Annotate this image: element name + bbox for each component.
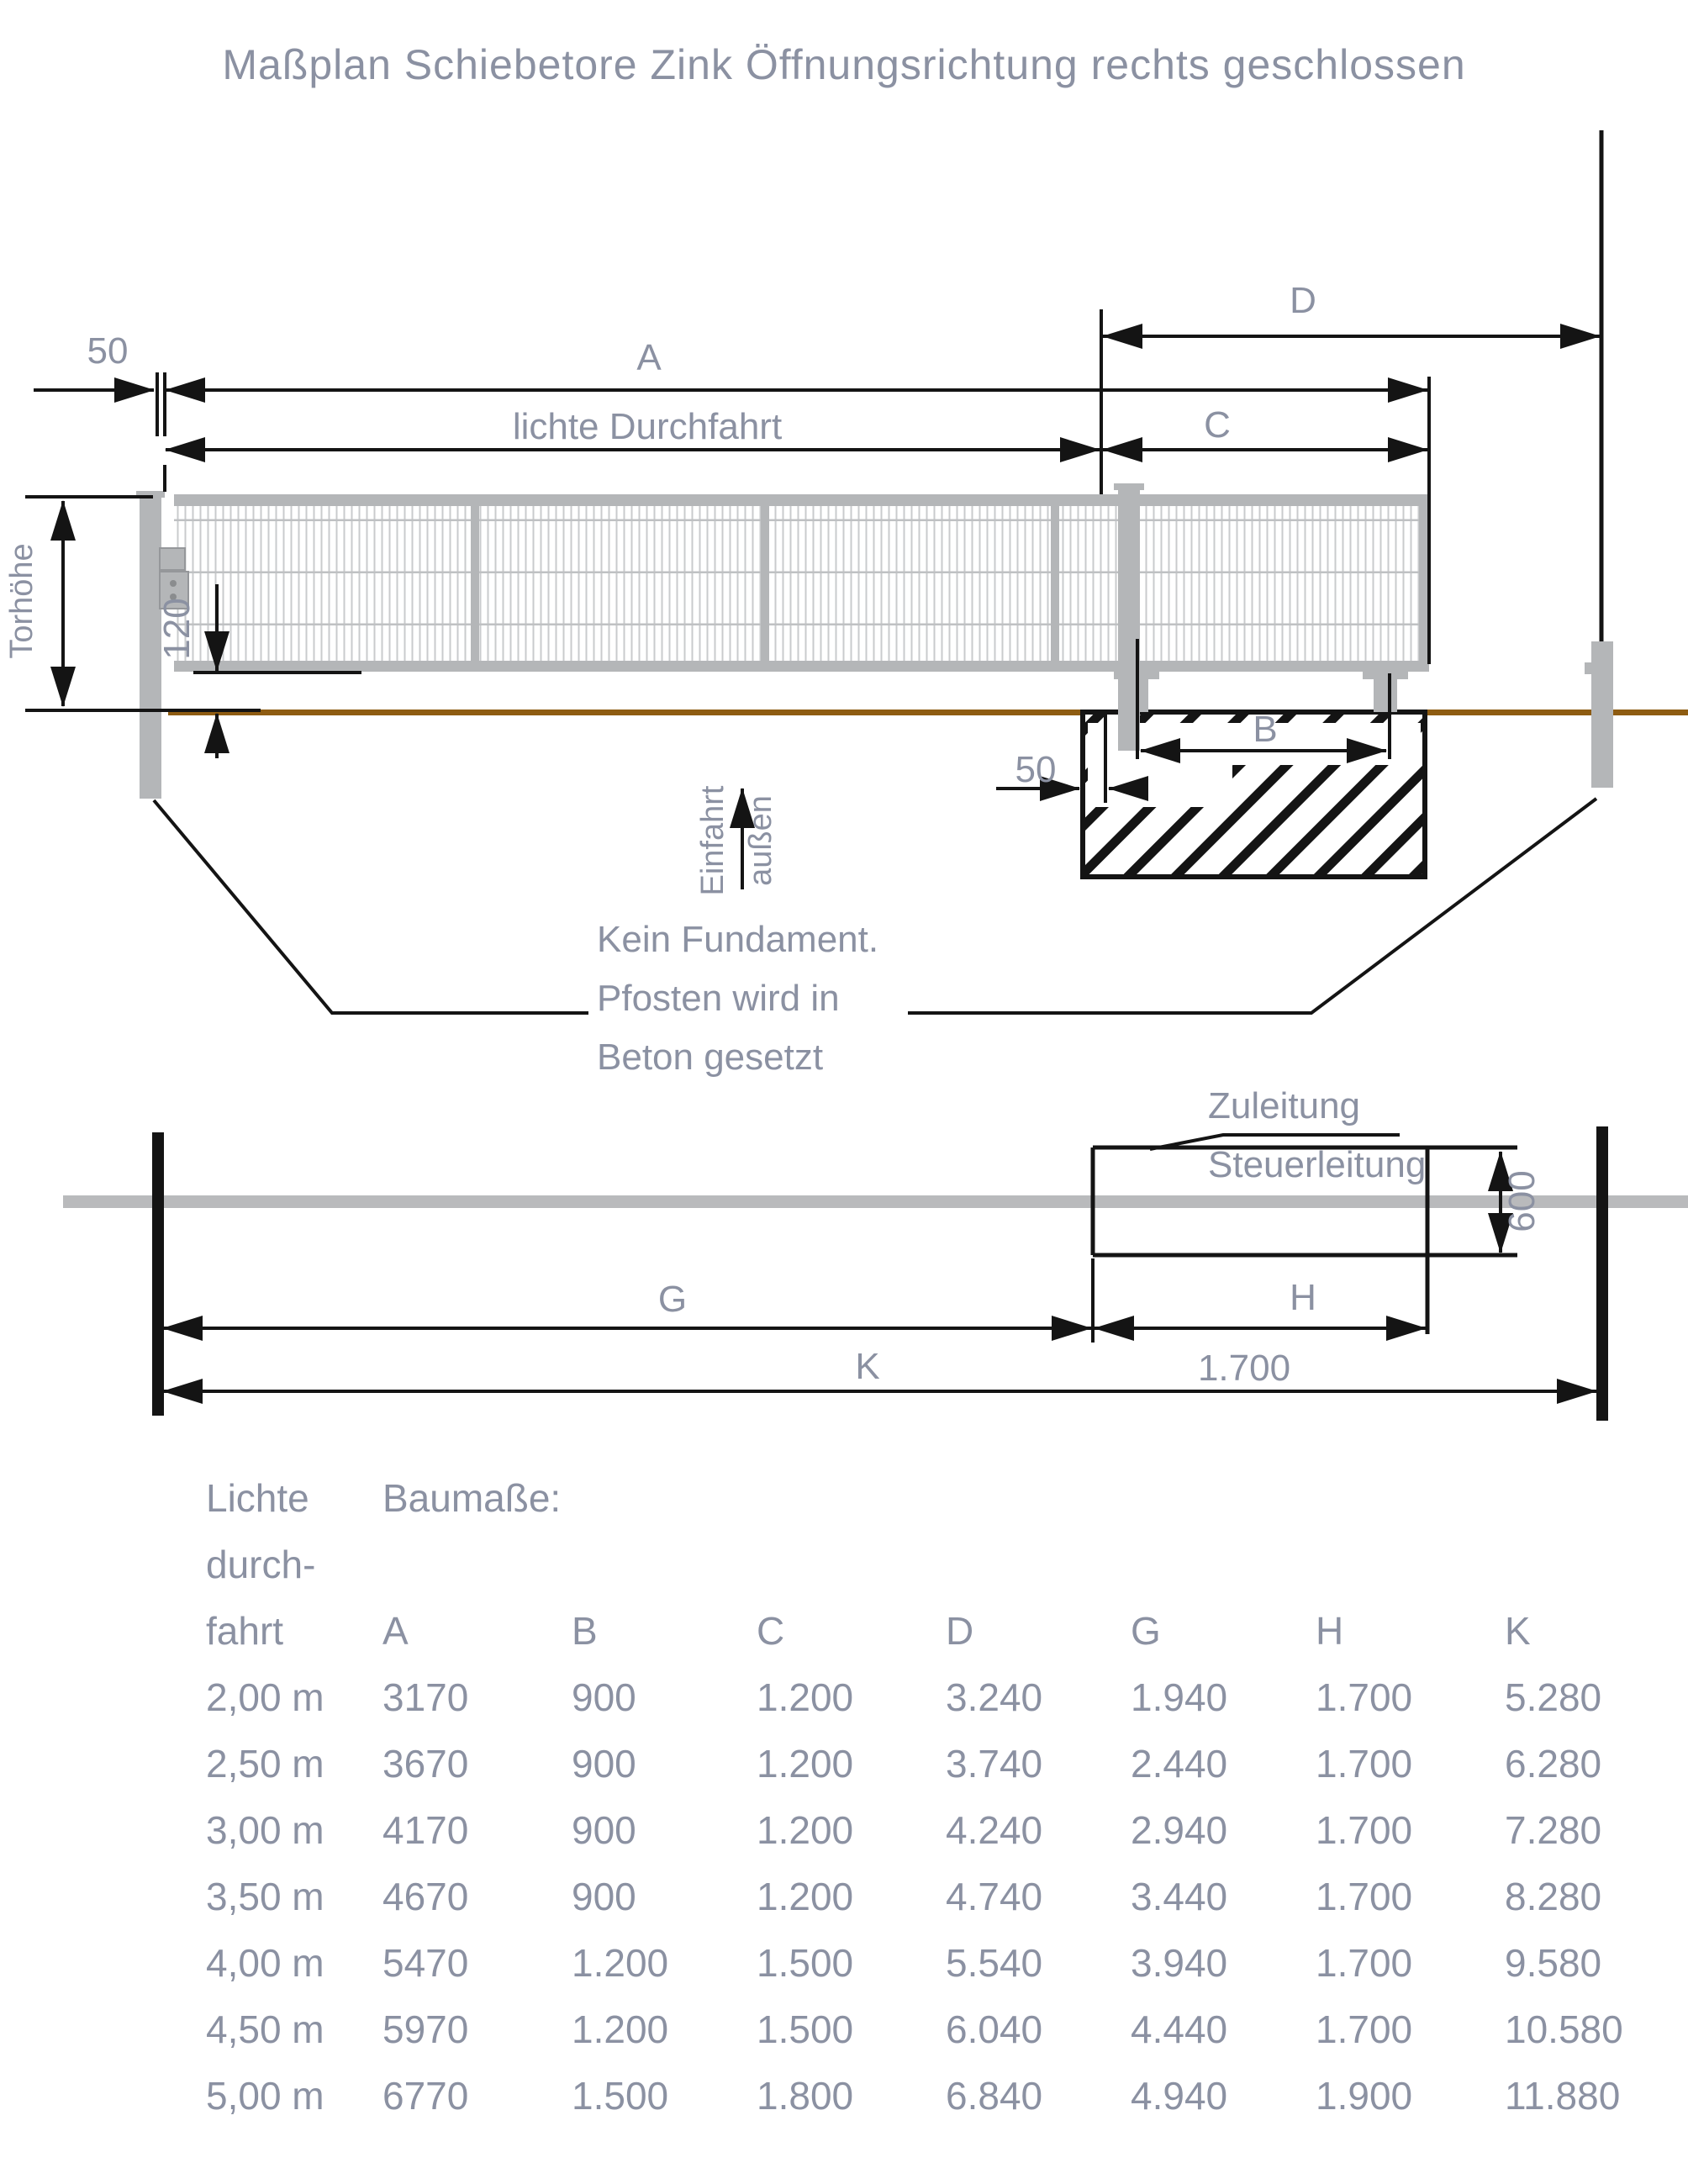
table-cell: 1.700 bbox=[1316, 1874, 1413, 1918]
dim-label-1700: 1.700 bbox=[1197, 1348, 1291, 1389]
table-cell: 6770 bbox=[382, 2073, 469, 2118]
table-col-header-h: H bbox=[1316, 1608, 1344, 1653]
label-zuleitung: Zuleitung bbox=[1208, 1085, 1361, 1126]
table-cell: 5,00 m bbox=[206, 2073, 324, 2118]
table-cell: 1.800 bbox=[757, 2073, 854, 2118]
dim-label-120: 120 bbox=[156, 598, 198, 660]
table-header-baumasse: Baumaße: bbox=[382, 1475, 562, 1520]
table-header-durch: durch- bbox=[206, 1542, 316, 1586]
table-header-fahrt: fahrt bbox=[206, 1608, 284, 1653]
table-cell: 5.540 bbox=[946, 1940, 1043, 1985]
gate-roller-foot bbox=[1363, 672, 1408, 712]
left-post-plan bbox=[152, 1132, 164, 1416]
table-cell: 8.280 bbox=[1505, 1874, 1602, 1918]
table-cell: 1.900 bbox=[1316, 2073, 1413, 2118]
note-line-3: Beton gesetzt bbox=[597, 1037, 824, 1078]
table-cell: 3670 bbox=[382, 1741, 469, 1786]
table-col-header-g: G bbox=[1131, 1608, 1161, 1653]
table-cell: 3.240 bbox=[946, 1675, 1043, 1719]
table-cell: 1.500 bbox=[757, 1940, 854, 1985]
table-cell: 1.200 bbox=[757, 1874, 854, 1918]
dim-label-g: G bbox=[657, 1279, 688, 1320]
table-cell: 1.200 bbox=[757, 1807, 854, 1852]
dim-label-50-foundation: 50 bbox=[1015, 749, 1057, 790]
dim-label-50-top: 50 bbox=[87, 330, 129, 372]
table-cell: 1.700 bbox=[1316, 1741, 1413, 1786]
table-cell: 4,50 m bbox=[206, 2007, 324, 2051]
note-line-1: Kein Fundament. bbox=[597, 919, 879, 960]
gate-bottom-rail bbox=[174, 661, 1429, 672]
dim-label-k: K bbox=[855, 1346, 880, 1387]
table-col-header-a: A bbox=[382, 1608, 409, 1653]
table-cell: 5970 bbox=[382, 2007, 469, 2051]
dim-label-lichte-durchfahrt: lichte Durchfahrt bbox=[512, 406, 783, 447]
table-cell: 4170 bbox=[382, 1807, 469, 1852]
table-cell: 900 bbox=[572, 1675, 636, 1719]
dim-label-a: A bbox=[636, 337, 662, 378]
table-cell: 1.500 bbox=[572, 2073, 669, 2118]
table-cell: 6.040 bbox=[946, 2007, 1043, 2051]
table-cell: 1.200 bbox=[572, 2007, 669, 2051]
dim-label-torhoehe: Torhöhe bbox=[4, 543, 40, 659]
table-col-header-d: D bbox=[946, 1608, 974, 1653]
table-cell: 6.840 bbox=[946, 2073, 1043, 2118]
table-cell: 4,00 m bbox=[206, 1940, 324, 1985]
dimension-table bbox=[206, 1464, 1639, 2129]
table-cell: 1.700 bbox=[1316, 1807, 1413, 1852]
table-cell: 1.200 bbox=[572, 1940, 669, 1985]
table-cell: 2,50 m bbox=[206, 1741, 324, 1786]
table-cell: 2.940 bbox=[1131, 1807, 1228, 1852]
ground-line bbox=[168, 710, 1688, 715]
table-cell: 5470 bbox=[382, 1940, 469, 1985]
sliding-gate bbox=[174, 494, 1429, 712]
table-cell: 5.280 bbox=[1505, 1675, 1602, 1719]
gate-mesh bbox=[174, 505, 1419, 662]
table-cell: 1.200 bbox=[757, 1741, 854, 1786]
dim-label-h: H bbox=[1290, 1277, 1316, 1318]
guide-post bbox=[1114, 483, 1144, 751]
table-cell: 3,50 m bbox=[206, 1874, 324, 1918]
table-cell: 900 bbox=[572, 1874, 636, 1918]
table-cell: 3.940 bbox=[1131, 1940, 1228, 1985]
right-post-plan bbox=[1596, 1126, 1608, 1421]
table-cell: 1.200 bbox=[757, 1675, 854, 1719]
dim-label-b: B bbox=[1253, 709, 1278, 750]
table-cell: 3.440 bbox=[1131, 1874, 1228, 1918]
table-col-header-k: K bbox=[1505, 1608, 1531, 1653]
table-cell: 10.580 bbox=[1505, 2007, 1623, 2051]
table-cell: 900 bbox=[572, 1741, 636, 1786]
table-cell: 900 bbox=[572, 1807, 636, 1852]
gate-hinge bbox=[160, 548, 185, 570]
table-cell: 1.700 bbox=[1316, 1940, 1413, 1985]
gate-divider bbox=[1051, 505, 1059, 662]
table-cell: 7.280 bbox=[1505, 1807, 1602, 1852]
table-cell: 1.700 bbox=[1316, 1675, 1413, 1719]
table-cell: 1.700 bbox=[1316, 2007, 1413, 2051]
gate-divider bbox=[471, 505, 479, 662]
dim-label-d: D bbox=[1290, 280, 1316, 321]
dim-label-c: C bbox=[1204, 404, 1231, 446]
gate-divider bbox=[761, 505, 769, 662]
direction-label-aussen: außen bbox=[743, 795, 778, 886]
table-cell: 4.240 bbox=[946, 1807, 1043, 1852]
table-col-header-c: C bbox=[757, 1608, 785, 1653]
table-cell: 3,00 m bbox=[206, 1807, 324, 1852]
table-cell: 2.440 bbox=[1131, 1741, 1228, 1786]
table-cell: 3170 bbox=[382, 1675, 469, 1719]
table-cell: 1.500 bbox=[757, 2007, 854, 2051]
gate-top-rail bbox=[174, 494, 1429, 506]
table-col-header-b: B bbox=[572, 1608, 598, 1653]
dim-label-600: 600 bbox=[1501, 1170, 1543, 1232]
table-cell: 3.740 bbox=[946, 1741, 1043, 1786]
fence-line-plan bbox=[63, 1195, 1688, 1208]
table-cell: 9.580 bbox=[1505, 1940, 1602, 1985]
note-line-2: Pfosten wird in bbox=[597, 978, 840, 1019]
table-cell: 4.440 bbox=[1131, 2007, 1228, 2051]
direction-label-einfahrt: Einfahrt bbox=[695, 785, 731, 896]
label-steuerleitung: Steuerleitung bbox=[1208, 1144, 1427, 1185]
table-cell: 6.280 bbox=[1505, 1741, 1602, 1786]
table-cell: 4670 bbox=[382, 1874, 469, 1918]
page-title: Maßplan Schiebetore Zink Öffnungsrichtung rechts geschlossen bbox=[222, 41, 1466, 88]
table-cell: 4.740 bbox=[946, 1874, 1043, 1918]
table-cell: 1.940 bbox=[1131, 1675, 1228, 1719]
table-cell: 4.940 bbox=[1131, 2073, 1228, 2118]
table-cell: 2,00 m bbox=[206, 1675, 324, 1719]
table-cell: 11.880 bbox=[1505, 2073, 1621, 2118]
table-header-lichte: Lichte bbox=[206, 1475, 309, 1520]
